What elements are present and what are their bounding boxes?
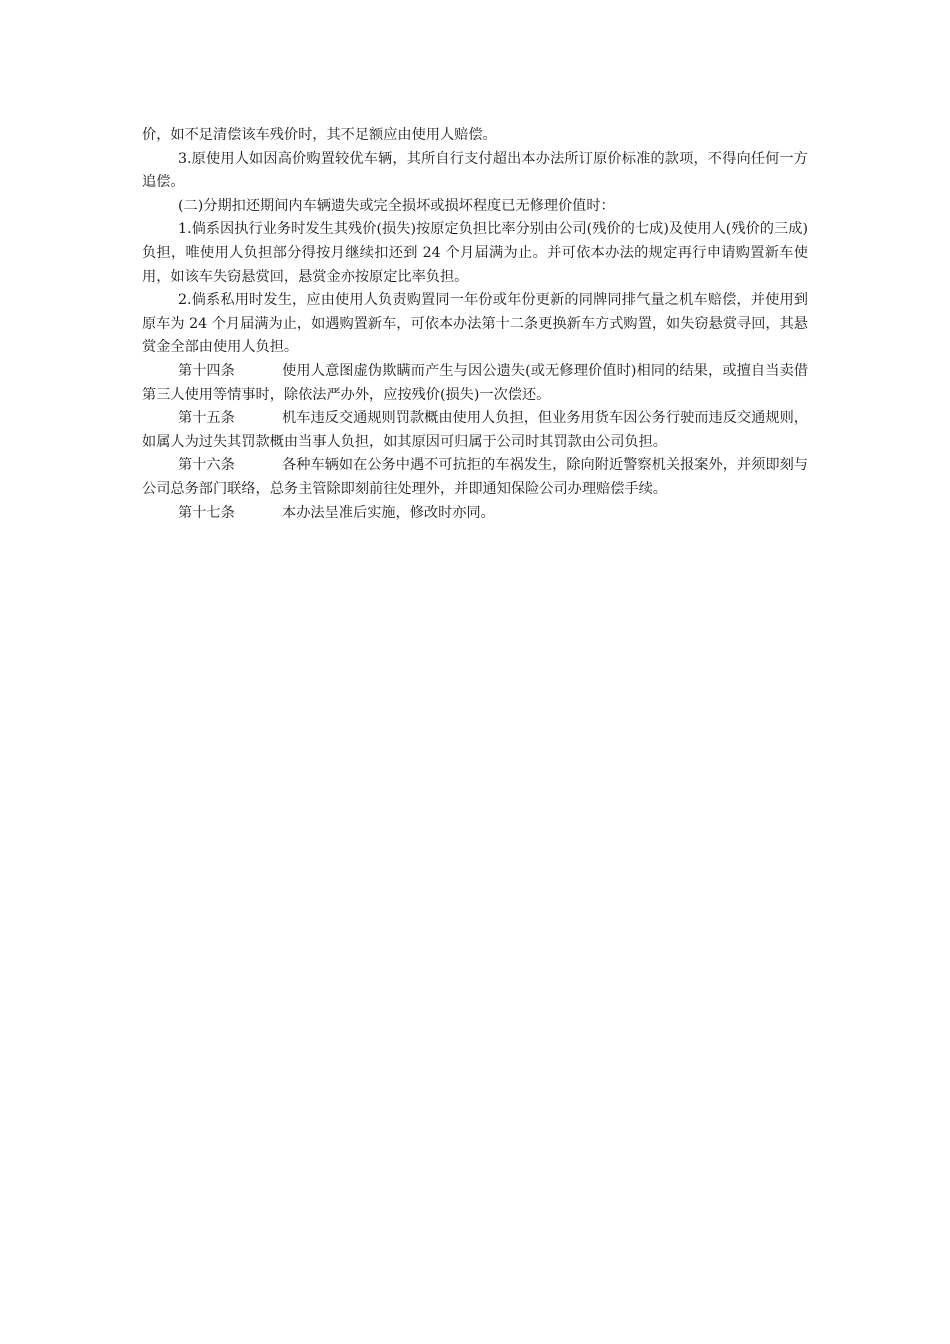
article-14: [142, 360, 808, 407]
article-number: 第十六条: [178, 457, 235, 474]
article-text: 使用人意图虚伪欺瞒而产生与因公遗失(或无修理价值时)相同的结果，或擅自当卖借第三人使用等情事时，除依法严办外，应按残价(损失)一次偿还。: [142, 362, 808, 403]
paragraph-item-1: [142, 218, 808, 289]
paragraph-text: (二)分期扣还期间内车辆遗失或完全损坏或损坏程度已无修理价值时：: [178, 197, 615, 214]
article-17: [142, 502, 808, 526]
paragraph-text: 价，如不足清偿该车残价时，其不足额应由使用人赔偿。: [142, 127, 497, 143]
article-number: 第十五条: [178, 410, 235, 427]
paragraph-item-3: [142, 148, 808, 195]
paragraph-text: 3.原使用人如因高价购置较优车辆，其所自行支付超出本办法所订原价标准的款项，不得向任何一方追偿。: [142, 150, 808, 191]
article-number: 第十四条: [178, 362, 235, 379]
paragraph-item-2: [142, 289, 808, 360]
paragraph-text: 1.倘系因执行业务时发生其残价(损失)按原定负担比率分别由公司(残价的七成)及使用人(残价的三成)负担，唯使用人负担部分得按月继续扣还到 24 个月届满为止。并可依本办法的规定再行申请购置新车使用，如该车失窃悬赏回，悬赏金亦按原定比率负担。: [142, 221, 808, 285]
document-page: [142, 124, 808, 525]
article-text: 本办法呈准后实施，修改时亦同。: [282, 504, 495, 521]
article-16: [142, 454, 808, 501]
article-15: [142, 407, 808, 454]
article-text: 机车违反交通规则罚款概由使用人负担，但业务用货车因公务行驶而违反交通规则，如属人为过失其罚款概由当事人负担，如其原因可归属于公司时其罚款由公司负担。: [142, 410, 808, 450]
article-number: 第十七条: [178, 504, 235, 521]
paragraph-text: 2.倘系私用时发生，应由使用人负责购置同一年份或年份更新的同牌同排气量之机车赔偿，并使用到原车为 24 个月届满为止，如遇购置新车，可依本办法第十二条更换新车方式购置，如失窃悬赏寻回，其悬赏金全部由使用人负担。: [142, 292, 808, 356]
article-text: 各种车辆如在公务中遇不可抗拒的车祸发生，除向附近警察机关报案外，并须即刻与公司总务部门联络，总务主管除即刻前往处理外，并即通知保险公司办理赔偿手续。: [142, 457, 808, 497]
paragraph-section-2: [142, 195, 808, 219]
paragraph-continuation: [142, 124, 808, 148]
